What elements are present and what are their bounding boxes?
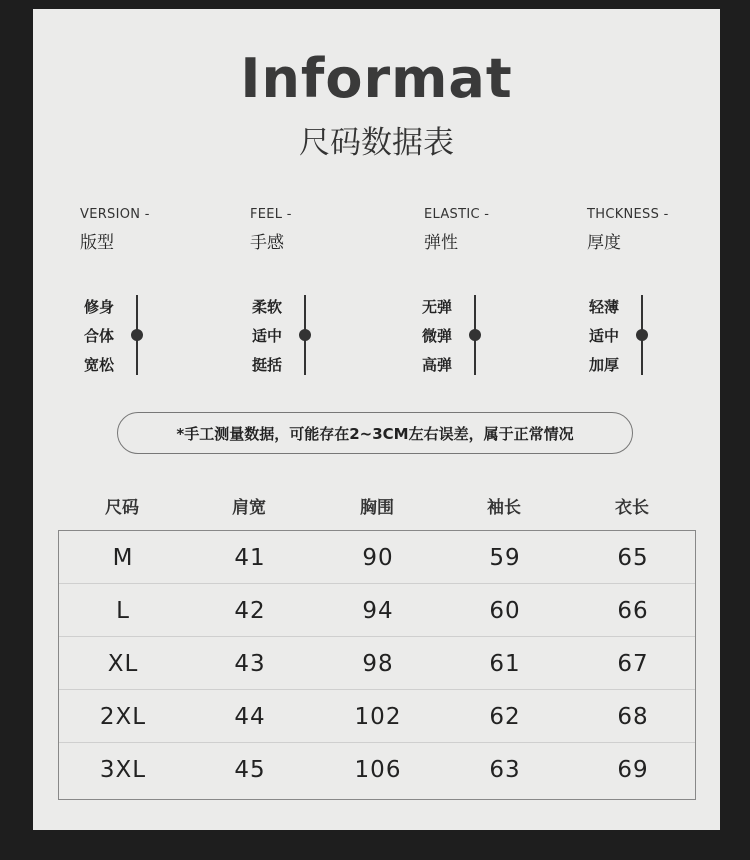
table-cell: 106 [354, 757, 402, 783]
table-cell: 102 [354, 704, 402, 730]
table-cell: 59 [489, 545, 521, 571]
size-chart-card [33, 9, 720, 830]
scale-level: 适中 [589, 327, 620, 345]
scale-elastic [422, 289, 522, 379]
table-cell: 41 [234, 545, 266, 571]
scale-level: 加厚 [589, 356, 620, 374]
scale-feel [252, 289, 352, 379]
scale-level: 宽松 [84, 356, 115, 374]
table-row [59, 690, 695, 743]
table-row [59, 743, 695, 796]
size-table [58, 530, 696, 800]
table-cell: 60 [489, 598, 521, 624]
attr-label-cn: 版型 [80, 233, 114, 253]
scale-level: 无弹 [422, 298, 453, 316]
table-cell: XL [107, 651, 139, 677]
table-cell: 94 [362, 598, 394, 624]
scale-version [84, 289, 184, 379]
scale-level: 柔软 [252, 298, 283, 316]
scale-indicator [299, 329, 311, 341]
scale-level: 轻薄 [589, 298, 620, 316]
scale-indicator [469, 329, 481, 341]
page-subtitle: 尺码数据表 [299, 125, 454, 161]
attr-label-en: VERSION - [80, 207, 150, 222]
size-table-header [58, 493, 696, 523]
scale-thickness [589, 289, 689, 379]
attr-label-cn: 厚度 [587, 233, 621, 253]
table-cell: L [116, 598, 130, 624]
table-cell: 61 [489, 651, 521, 677]
scale-level: 微弹 [422, 327, 453, 345]
attr-label-en: ELASTIC - [424, 207, 490, 222]
scale-level: 挺括 [252, 356, 283, 374]
table-cell: 42 [234, 598, 266, 624]
table-row [59, 637, 695, 690]
attr-elastic [424, 207, 574, 253]
attr-version [80, 207, 230, 253]
header-cell: 尺码 [105, 498, 139, 518]
header-cell: 肩宽 [232, 498, 266, 518]
header-cell: 衣长 [615, 498, 649, 518]
table-cell: 66 [617, 598, 649, 624]
scale-level: 适中 [252, 327, 283, 345]
table-cell: 65 [617, 545, 649, 571]
attr-label-cn: 弹性 [424, 233, 458, 253]
attr-thickness [587, 207, 737, 253]
table-cell: 67 [617, 651, 649, 677]
attr-label-en: THCKNESS - [587, 207, 669, 222]
table-row [59, 584, 695, 637]
table-cell: 2XL [99, 704, 147, 730]
table-cell: 63 [489, 757, 521, 783]
table-cell: 45 [234, 757, 266, 783]
table-cell: 44 [234, 704, 266, 730]
scale-level: 合体 [84, 327, 115, 345]
measurement-note: *手工测量数据，可能存在2~3CM左右误差，属于正常情况 [117, 412, 633, 454]
table-cell: 69 [617, 757, 649, 783]
scale-level: 修身 [84, 298, 115, 316]
table-cell: M [112, 545, 134, 571]
table-cell: 3XL [99, 757, 147, 783]
scale-indicator [131, 329, 143, 341]
page-title: Informat [240, 47, 513, 110]
table-cell: 98 [362, 651, 394, 677]
attr-feel [250, 207, 400, 253]
table-cell: 62 [489, 704, 521, 730]
scale-level: 高弹 [422, 356, 453, 374]
table-cell: 90 [362, 545, 394, 571]
scale-indicator [636, 329, 648, 341]
header-cell: 胸围 [360, 498, 394, 518]
table-cell: 68 [617, 704, 649, 730]
attr-label-cn: 手感 [250, 233, 284, 253]
header-cell: 袖长 [487, 498, 521, 518]
table-row [59, 531, 695, 584]
table-cell: 43 [234, 651, 266, 677]
attr-label-en: FEEL - [250, 207, 292, 222]
